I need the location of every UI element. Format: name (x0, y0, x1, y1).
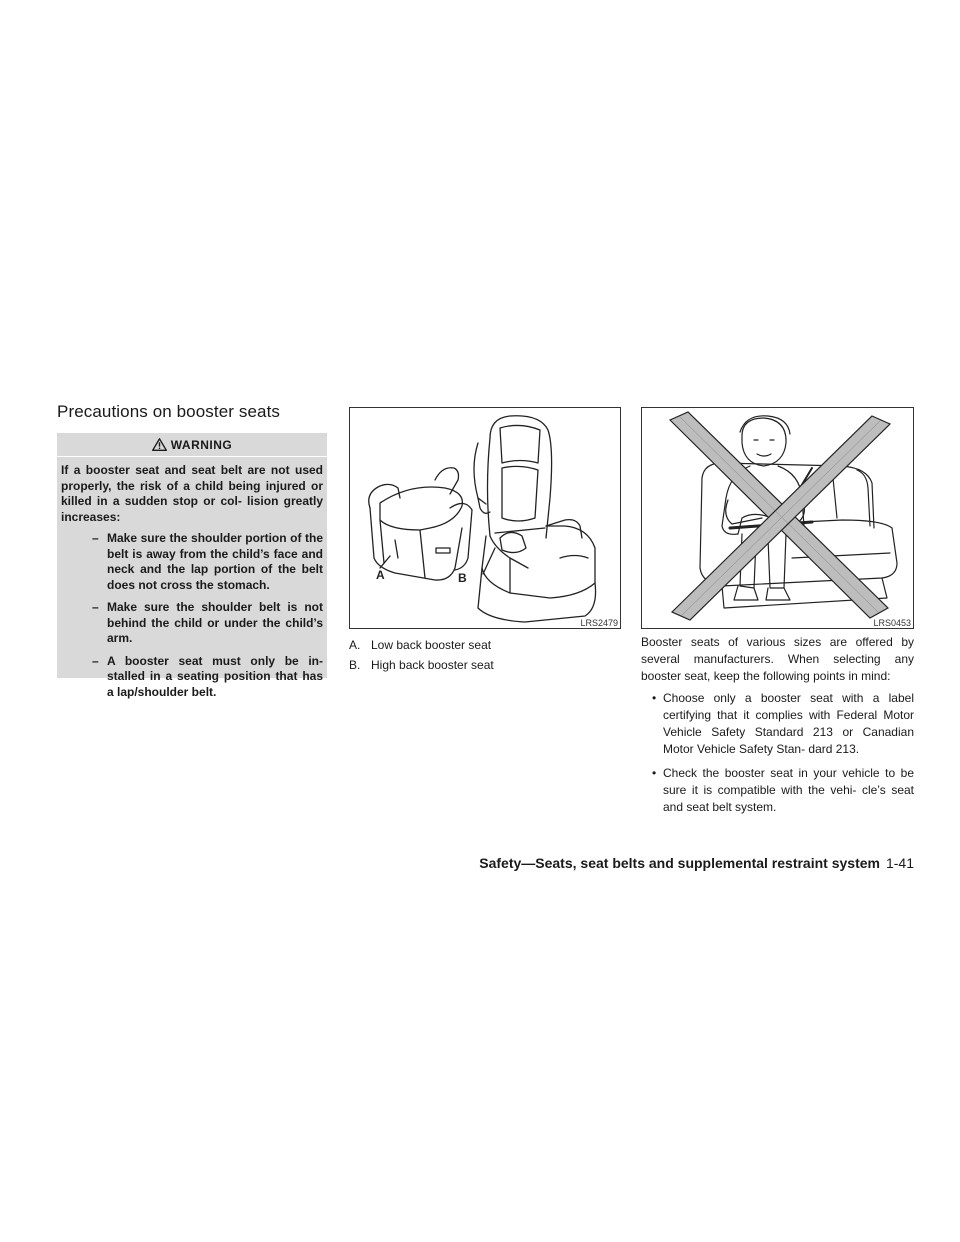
footer-section-title: Safety—Seats, seat belts and supplemental restraint system (479, 855, 880, 871)
warning-triangle-icon (152, 438, 167, 451)
section-title: Precautions on booster seats (57, 402, 280, 421)
child-improper-belt-drawing (642, 408, 913, 628)
page-number: 1-41 (885, 855, 914, 871)
bullet-item: • Choose only a booster seat with a label certifying that it complies with Federal Motor Vehicle Safety Standard 213 or Canadian Motor Vehicle Safety Stan- dard 213. (652, 691, 914, 756)
warning-list (61, 531, 323, 700)
booster-seats-illustration (349, 407, 621, 629)
warning-intro: If a booster seat and seat belt are not used properly, the risk of a child being injured or killed in a sudden stop or col- lision greatly increases: (61, 463, 323, 524)
booster-seats-drawing (350, 408, 620, 628)
warning-box (57, 433, 327, 699)
label-b: B (458, 571, 467, 585)
warning-title: WARNING (170, 437, 233, 452)
caption-item: A. Low back booster seat (349, 638, 492, 652)
label-a: A (376, 568, 385, 582)
figure-code: LRS2479 (580, 618, 618, 628)
bullet-item: • Check the booster seat in your vehicle to be sure it is compatible with the vehi- cle’s seat and seat belt system. (652, 766, 914, 814)
caption-item: B. High back booster seat (349, 658, 494, 672)
page-footer (479, 855, 914, 871)
improper-seating-illustration (641, 407, 914, 629)
warning-item: – A booster seat must only be in- stalled in a seating position that has a lap/shoulder belt. (92, 653, 323, 699)
bullet-list (641, 690, 914, 816)
warning-header (57, 433, 327, 457)
body-text (641, 634, 914, 823)
figure-captions (349, 638, 621, 678)
warning-item: – Make sure the shoulder belt is not behind the child or under the child’s arm. (92, 600, 323, 645)
body-paragraph: Booster seats of various sizes are offered by several manufacturers. When selecting any booster seat, keep the following points in mind: (641, 635, 914, 683)
warning-item: – Make sure the shoulder portion of the belt is away from the child’s face and neck and the lap portion of the belt does not cross the stomach. (92, 531, 323, 592)
figure-code: LRS0453 (873, 618, 911, 628)
